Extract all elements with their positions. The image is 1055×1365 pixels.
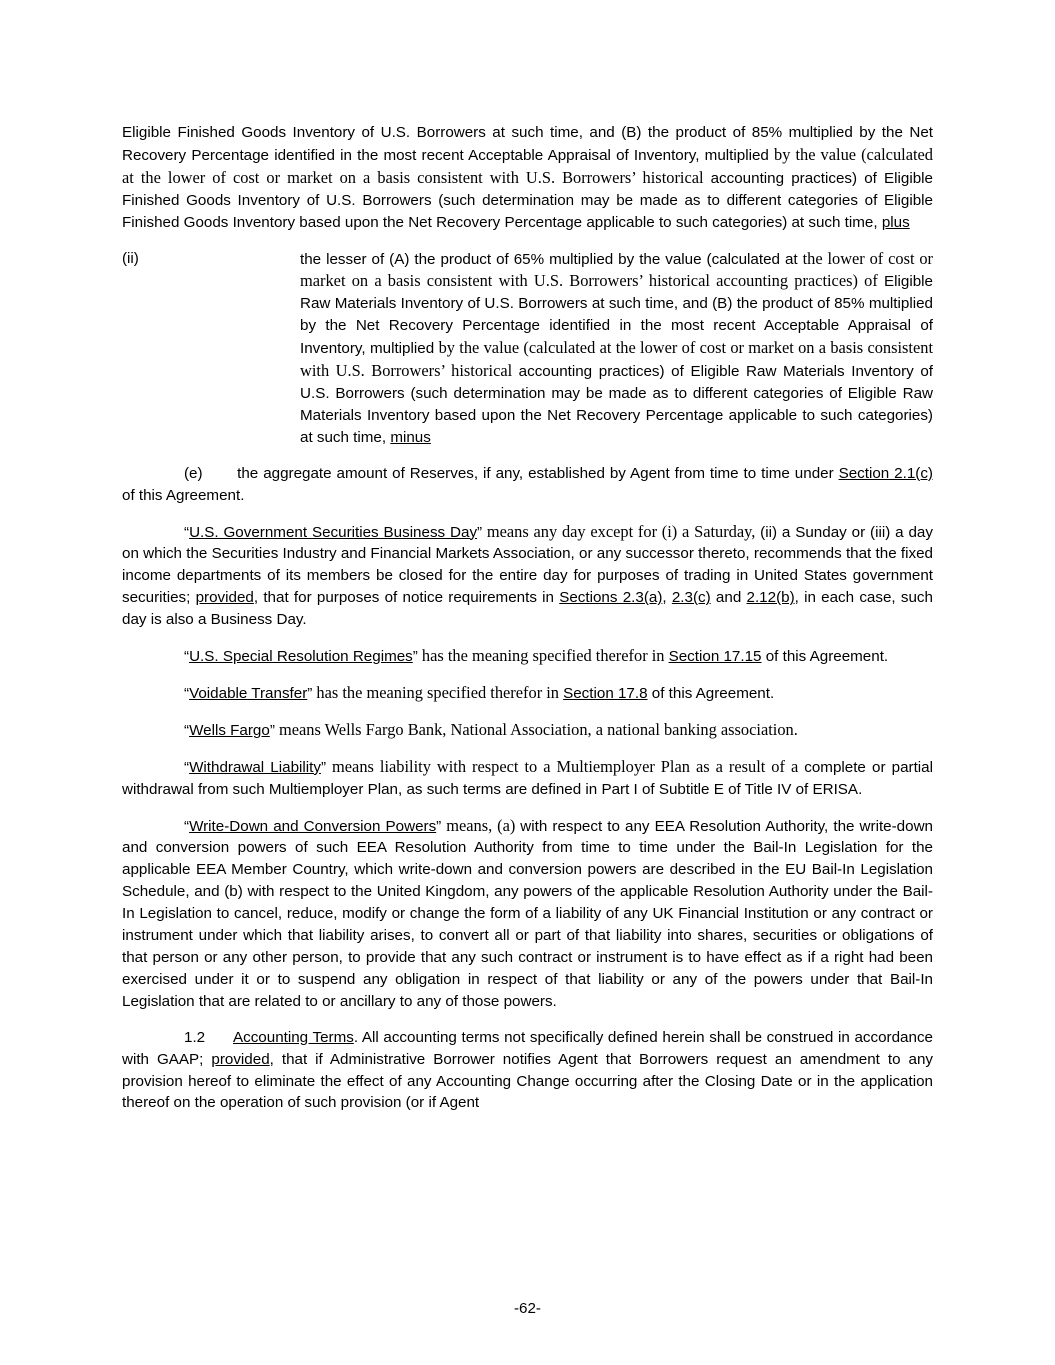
definition-us-government-securities-business-day bbox=[122, 521, 933, 632]
definition-body-c: , in each case, such day is also a Business Day. bbox=[122, 589, 933, 629]
definition-withdrawal-liability bbox=[122, 756, 933, 801]
defined-term: Withdrawal Liability bbox=[189, 758, 321, 776]
quote-close: ” bbox=[269, 721, 275, 739]
clause-e-marker: (e) bbox=[184, 464, 203, 482]
cross-reference-2-12-b: 2.12(b) bbox=[746, 589, 795, 607]
section-title: Accounting Terms bbox=[232, 1028, 354, 1046]
definition-body: means Wells Fargo Bank, National Association, a national banking association. bbox=[274, 719, 798, 739]
definition-body: of this Agreement. bbox=[761, 648, 889, 666]
clause-ii-text-c: Eligible Raw Materials Inventory of U.S. Borrowers at such time, and (B) the product of 85% multiplied by the Net Recovery Percentage identified in the most recent Acceptable Appraisal of Inventory, multiplied bbox=[300, 273, 933, 358]
definition-lead-in: has the meaning specified therefor in bbox=[312, 682, 564, 702]
cross-reference-section-17-8: Section 17.8 bbox=[563, 684, 648, 702]
para-text-1a: Eligible Finished Goods Inventory of U.S. Borrowers at such time, and (B) the product of 85% multiplied by the Net Recovery Percentage identified in the most recent Acceptable Appraisal of Inventory, multiplied bbox=[122, 124, 933, 164]
section-number: 1.2 bbox=[184, 1028, 206, 1046]
quote-close: ” bbox=[412, 648, 418, 666]
cross-reference-section-17-15: Section 17.15 bbox=[668, 648, 762, 666]
paragraph-continuation bbox=[122, 122, 933, 234]
section-1-2-accounting-terms bbox=[122, 1027, 933, 1115]
definition-body: complete or partial withdrawal from such Multiemployer Plan, as such terms are defined in Part I of Subtitle E of Title IV of ERISA. bbox=[122, 758, 933, 798]
quote-open: “ bbox=[184, 684, 190, 702]
defined-term: U.S. Government Securities Business Day bbox=[189, 523, 478, 541]
cross-reference-sections-2-3-a: Sections 2.3(a) bbox=[559, 589, 663, 607]
definition-body-b: , that for purposes of notice requirements in bbox=[253, 589, 560, 607]
quote-open: “ bbox=[184, 758, 190, 776]
definition-us-special-resolution-regimes bbox=[122, 645, 933, 668]
cross-reference-2-3-c: 2.3(c) bbox=[671, 589, 711, 607]
definition-voidable-transfer bbox=[122, 682, 933, 705]
para-text-1c: accounting practices) of Eligible Finished Goods Inventory of U.S. Borrowers (such determination may be made as to different categories of Eligible Finished Goods Inventory based upon the Net Recovery Percentage applicable to such categories) at such time, bbox=[122, 169, 933, 231]
cross-reference-section-2-1-c: Section 2.1(c) bbox=[838, 464, 933, 482]
clause-ii-text-e: accounting practices) of Eligible Raw Materials Inventory of U.S. Borrowers (such determination may be made as to different categories of Eligible Raw Materials Inventory based upon the Net Recovery Percentage applicable to such categories) at such time, bbox=[300, 363, 933, 446]
definition-lead-in: means liability with respect to a Multiemployer Plan as a result of a bbox=[326, 756, 805, 776]
clause-ii-text-b: the lower of cost or market on a basis consistent with U.S. Borrowers’ historical accounting practices) of bbox=[300, 248, 933, 291]
definition-body: with respect to any EEA Resolution Authority, the write-down and conversion powers of such EEA Resolution Authority from time to time under the Bail-In Legislation for the applicable EEA Member Country, which write-down and conversion powers are described in the EU Bail-In Legislation Schedule, and (b) with respect to the United Kingdom, any powers of the applicable Resolution Authority under the Bail-In Legislation to cancel, reduce, modify or change the form of a liability of any UK Financial Institution or any contract or instrument under which that liability arises, to convert all or part of that liability into shares, securities or obligations of that person or any other person, to provide that any such contract or instrument is to have effect as if a right had been exercised under it or to suspend any obligation in respect of that liability or any of the powers under that Bail-In Legislation that are related to or ancillary to any of those powers. bbox=[122, 817, 933, 1010]
clause-ii-text-a: the lesser of (A) the product of 65% multiplied by the value (calculated at bbox=[300, 250, 803, 268]
definition-body: of this Agreement. bbox=[647, 684, 775, 702]
defined-term: Voidable Transfer bbox=[189, 684, 308, 702]
clause-ii-text bbox=[300, 248, 933, 449]
document-body bbox=[122, 122, 933, 1114]
definition-lead-in: means, (a) bbox=[441, 815, 521, 835]
emphasis-provided: provided bbox=[211, 1050, 270, 1068]
quote-open: “ bbox=[184, 721, 190, 739]
emphasis-plus: plus bbox=[881, 213, 910, 231]
quote-close: ” bbox=[477, 523, 483, 541]
definition-lead-in: means any day except for (i) a Saturday, bbox=[482, 521, 761, 541]
emphasis-provided: provided bbox=[195, 589, 254, 607]
section-body-b: , that if Administrative Borrower notifies Agent that Borrowers request an amendment to any provision hereof to eliminate the effect of any Accounting Change occurring after the Closing Date or in the application thereof on the operation of such provision (or if Agent bbox=[122, 1050, 934, 1112]
sep-1: , bbox=[662, 589, 672, 607]
quote-close: ” bbox=[320, 758, 327, 776]
clause-e bbox=[122, 463, 933, 507]
quote-close: ” bbox=[307, 684, 313, 702]
defined-term: Write-Down and Conversion Powers bbox=[189, 817, 437, 835]
clause-e-text-b: of this Agreement. bbox=[122, 486, 245, 504]
quote-close: ” bbox=[436, 817, 442, 835]
defined-term: Wells Fargo bbox=[189, 721, 270, 739]
definition-wells-fargo bbox=[122, 719, 933, 742]
sep-2: and bbox=[710, 589, 747, 607]
page-number-footer: -62- bbox=[513, 1300, 541, 1317]
emphasis-minus: minus bbox=[390, 428, 431, 446]
para-text-1b: by the value (calculated at the lower of cost or market on a basis consistent with U.S. Borrowers’ historical bbox=[122, 144, 933, 187]
section-body-a: . All accounting terms not specifically defined herein shall be construed in accordance with GAAP; bbox=[122, 1028, 933, 1068]
definition-body-a: (ii) a Sunday or (iii) a day on which the Securities Industry and Financial Markets Association, or any successor thereto, recommends that the fixed income departments of its members be closed for the entire day for purposes of trading in United States government securities; bbox=[122, 523, 933, 607]
clause-e-text-a: the aggregate amount of Reserves, if any, established by Agent from time to time under bbox=[237, 464, 839, 482]
definition-lead-in: has the meaning specified therefor in bbox=[417, 646, 669, 666]
defined-term: U.S. Special Resolution Regimes bbox=[189, 648, 413, 666]
clause-ii bbox=[122, 248, 933, 449]
definition-write-down-and-conversion-powers bbox=[122, 815, 933, 1013]
quote-open: “ bbox=[184, 648, 190, 666]
quote-open: “ bbox=[184, 817, 190, 835]
quote-open: “ bbox=[184, 523, 190, 541]
clause-ii-text-d: by the value (calculated at the lower of cost or market on a basis consistent with U.S. Borrowers’ historical bbox=[300, 338, 934, 381]
clause-ii-marker: (ii) bbox=[122, 249, 139, 267]
